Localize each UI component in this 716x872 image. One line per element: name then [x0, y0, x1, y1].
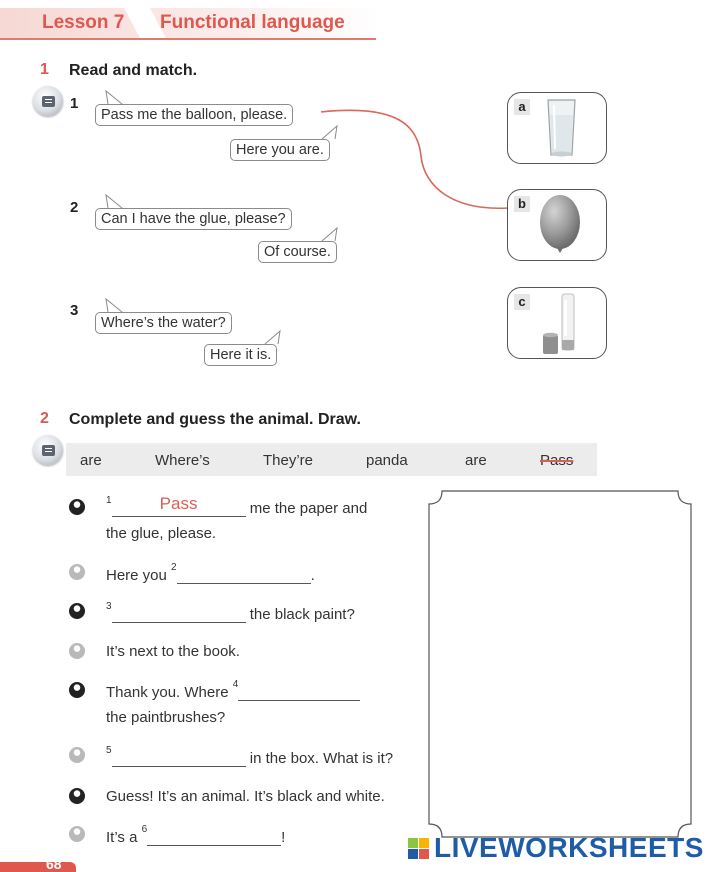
section2-title: Complete and guess the animal. Draw.	[69, 411, 361, 428]
word-bank-item: Where’s	[155, 452, 210, 469]
item1-number: 1	[70, 95, 79, 112]
bubble-tail	[322, 228, 337, 241]
dialogue-line-1-cont: the glue, please.	[106, 525, 217, 542]
bubble-tail	[106, 91, 122, 104]
dialogue-line-8	[106, 824, 286, 846]
picture-card-a[interactable]	[507, 92, 607, 164]
drawing-area[interactable]	[428, 490, 692, 838]
section2-number: 2	[40, 410, 49, 427]
bubble-tail	[106, 299, 122, 312]
balloon-icon	[538, 192, 584, 258]
line-text: It’s a	[106, 829, 138, 846]
page-number-tab	[0, 856, 76, 872]
item2-number: 2	[70, 199, 79, 216]
word-bank-item: panda	[366, 452, 408, 469]
card-letter-c: c	[514, 294, 530, 310]
bubble-tail	[322, 126, 337, 139]
bubble-tail	[265, 331, 280, 344]
gap-1-answer: Pass	[159, 494, 198, 513]
dialogue-line-7: Guess! It’s an animal. It’s black and white.	[106, 788, 385, 805]
gap-1-input[interactable]	[112, 494, 246, 517]
line-text: me the paper and	[249, 500, 368, 517]
word-bank-item-crossed: Pass	[540, 452, 574, 469]
line-text: Thank you. Where	[106, 684, 229, 701]
item3-reply-bubble: Here it is.	[204, 344, 277, 366]
section2-worksheet-icon[interactable]	[33, 435, 63, 465]
gap-number: 1	[106, 495, 112, 506]
word-bank-item: are	[80, 452, 102, 469]
gap-6-input[interactable]	[147, 827, 281, 846]
item3-question-bubble: Where’s the water?	[95, 312, 232, 334]
dialogue-line-6	[106, 745, 394, 767]
item3-number: 3	[70, 302, 79, 319]
liveworksheets-logo-icon	[408, 838, 430, 860]
gap-3-input[interactable]	[112, 604, 246, 623]
gap-number: 5	[106, 745, 112, 756]
item1-reply-bubble: Here you are.	[230, 139, 330, 161]
gap-4-input[interactable]	[238, 682, 360, 701]
speaker-a-icon	[69, 682, 85, 698]
dialogue-line-5-cont: the paintbrushes?	[106, 709, 226, 726]
gap-5-input[interactable]	[112, 748, 246, 767]
word-bank-item: are	[465, 452, 487, 469]
dialogue-line-5	[106, 679, 360, 701]
card-letter-b: b	[514, 196, 530, 212]
glass-icon	[544, 97, 580, 159]
card-letter-a: a	[514, 99, 530, 115]
gap-number: 2	[171, 562, 177, 573]
match-line	[321, 110, 508, 208]
speaker-a-icon	[69, 603, 85, 619]
speaker-a-icon	[69, 499, 85, 515]
item2-reply-bubble: Of course.	[258, 241, 337, 263]
section1-title: Read and match.	[69, 62, 198, 79]
gap-number: 6	[141, 824, 148, 835]
gap-number: 4	[232, 679, 239, 690]
glue-stick-icon	[538, 290, 588, 356]
word-bank-item: They’re	[263, 452, 314, 469]
dialogue-line-3	[106, 601, 355, 623]
line-text: !	[281, 829, 286, 846]
gap-2-input[interactable]	[177, 565, 311, 584]
section1-number: 1	[40, 61, 49, 78]
lesson-label: Lesson 7	[42, 12, 125, 33]
speaker-b-icon	[69, 643, 85, 659]
picture-card-c[interactable]	[507, 287, 607, 359]
picture-card-b[interactable]	[507, 189, 607, 261]
gap-number: 3	[106, 601, 112, 612]
page-number: 68	[46, 856, 62, 872]
item1-question-bubble: Pass me the balloon, please.	[95, 104, 293, 126]
liveworksheets-logo-text[interactable]: LIVEWORKSHEETS	[434, 832, 704, 863]
line-text: in the box. What is it?	[249, 750, 394, 767]
bubble-tail	[106, 195, 122, 208]
lesson-title: Functional language	[160, 12, 345, 33]
line-text: the black paint?	[249, 606, 355, 623]
line-text: Here you	[106, 567, 167, 584]
speaker-a-icon	[69, 788, 85, 804]
dialogue-line-2	[106, 562, 315, 584]
speaker-b-icon	[69, 564, 85, 580]
dialogue-line-1	[106, 494, 368, 517]
item2-question-bubble: Can I have the glue, please?	[95, 208, 292, 230]
word-bank	[66, 443, 597, 476]
speaker-b-icon	[69, 826, 85, 842]
speaker-b-icon	[69, 747, 85, 763]
line-text: .	[310, 567, 315, 584]
dialogue-line-4: It’s next to the book.	[106, 643, 240, 660]
